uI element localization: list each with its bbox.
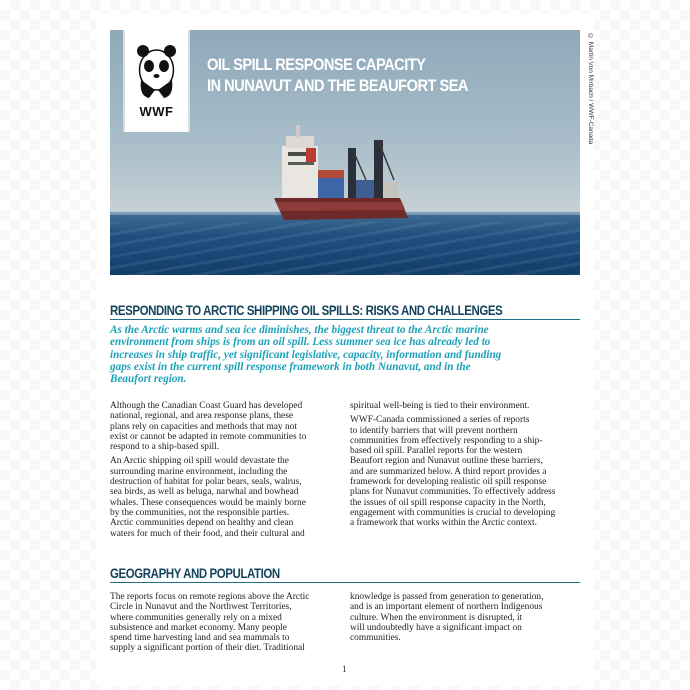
text-line: plans rely on capacities and methods that may not	[110, 421, 297, 432]
text-line: whales. These consequences would be mainly borne	[110, 497, 306, 508]
text-line: Arctic communities depend on healthy and clean	[110, 518, 294, 529]
title-line-2: IN NUNAVUT AND THE BEAUFORT SEA	[207, 76, 468, 95]
section1-right-column	[350, 401, 582, 533]
text-line: a framework that works within the Arctic context.	[350, 518, 537, 529]
text-line: supply a significant portion of their diet. Traditional	[110, 643, 305, 654]
text-line: exist or cannot be adapted in remote communities to	[110, 431, 307, 442]
section1-left-column	[110, 401, 340, 543]
text-line: respond to a ship-based spill.	[110, 442, 220, 453]
text-line: sea birds, as well as beluga, narwhal and bowhead	[110, 487, 299, 498]
text-line: and are summarized below. A third report provides a	[350, 466, 547, 477]
text-line: The reports focus on remote regions above the Arctic	[110, 592, 310, 602]
page-number: 1	[342, 664, 347, 674]
section-rule-1	[110, 319, 580, 320]
text-line: will undoubtedly have a significant impact on	[350, 622, 522, 633]
text-line: knowledge is passed from generation to generation,	[350, 592, 544, 602]
text-line: and is an important element of northern Indigenous	[350, 602, 543, 613]
section-rule-2	[110, 582, 580, 583]
text-line: culture. When the environment is disrupted, it	[350, 612, 523, 623]
section2-right-column	[350, 592, 582, 643]
text-line: waters for much of their food, and their cultural and	[110, 528, 305, 539]
text-line: communities.	[350, 633, 401, 644]
text-line: communities from effectively responding to a ship-	[350, 435, 543, 446]
text-line: spiritual well-being is tied to their environment.	[350, 401, 530, 411]
text-line: An Arctic shipping oil spill would devastate the	[110, 456, 289, 467]
wwf-logo	[123, 30, 190, 132]
paragraph	[350, 401, 582, 411]
text-line: to identify barriers that will prevent northern	[350, 425, 518, 436]
panda-icon	[125, 30, 188, 104]
text-line: engagement with communities is crucial to developing	[350, 507, 556, 518]
text-line: where communities generally rely on a mixed	[110, 612, 282, 623]
text-line: based oil spill. Parallel reports for the western	[350, 446, 523, 457]
text-line: national, regional, and area response plans, these	[110, 411, 294, 422]
paragraph	[350, 415, 582, 528]
text-line: the issues of oil spill response capacity in the North,	[350, 497, 546, 508]
text-line: surrounding marine environment, including the	[110, 466, 288, 477]
lead-line: environment from ships is from an oil spill. Less summer sea ice has already led to	[110, 336, 491, 349]
text-line: by the communities, not the responsible parties.	[110, 507, 290, 518]
text-line: Although the Canadian Coast Guard has developed	[110, 401, 303, 411]
lead-line: Beaufort region.	[110, 373, 187, 386]
lead-paragraph	[110, 324, 578, 385]
text-line: destruction of habitat for polar bears, seals, walrus,	[110, 477, 302, 488]
section-heading-risks: RESPONDING TO ARCTIC SHIPPING OIL SPILLS: RISKS AND CHALLENGES	[110, 302, 503, 318]
section-heading-geography: GEOGRAPHY AND POPULATION	[110, 565, 280, 581]
document-title	[207, 54, 482, 96]
wwf-logo-text: WWF	[139, 104, 174, 119]
text-line: framework for developing realistic oil spill response	[350, 477, 547, 488]
lead-line: increases in ship traffic, yet significant legislative, capacity, information and funding	[110, 348, 502, 361]
lead-line: As the Arctic warms and sea ice diminishes, the biggest threat to the Arctic marine	[110, 324, 489, 336]
section2-left-column	[110, 592, 340, 654]
text-line: Circle in Nunavut and the Northwest Territories,	[110, 602, 292, 613]
text-line: subsistence and market economy. Many people	[110, 622, 287, 633]
text-line: spend time harvesting land and sea mammals to	[110, 633, 290, 644]
photo-credit: © Martin Von Mirbach / WWF-Canada	[587, 33, 594, 145]
text-line: WWF-Canada commissioned a series of reports	[350, 415, 530, 426]
title-line-1: OIL SPILL RESPONSE CAPACITY	[207, 55, 426, 74]
text-line: Beaufort region and Nunavut outline these barriers,	[350, 456, 543, 467]
paragraph	[110, 401, 340, 452]
paragraph	[110, 456, 340, 538]
text-line: plans for Nunavut communities. To effectively address	[350, 487, 556, 498]
lead-line: gaps exist in the current spill response framework in both Nunavut, and in the	[110, 360, 471, 373]
